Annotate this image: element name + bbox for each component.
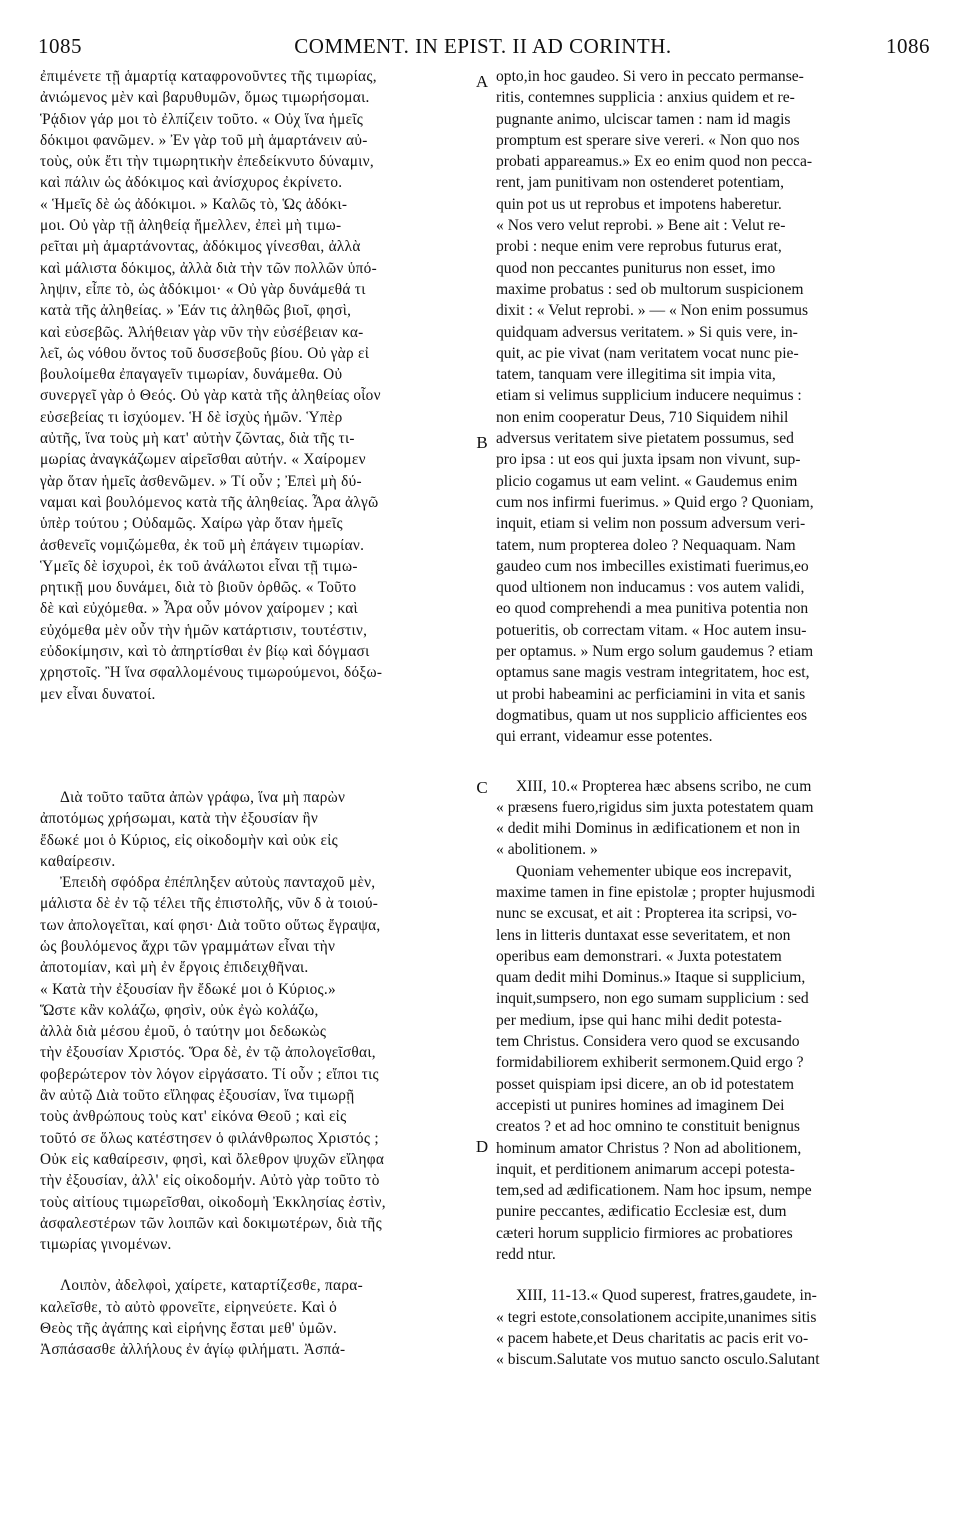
text-line: quam dedit mihi Dominus.» Itaque si supplicium, bbox=[496, 969, 806, 987]
text-line: ἀσφαλεστέρων τῶν λοιπῶν καὶ δοκιμωτέρων, διὰ τῆς bbox=[40, 1214, 382, 1232]
text-line: τοὺς ἀνθρώπους τοὺς κατ' εἰκόνα Θεοῦ ; καὶ εἰς bbox=[40, 1108, 347, 1126]
text-line: qui errant, videamur esse potentes. bbox=[496, 728, 713, 746]
text-line: redd ntur. bbox=[496, 1246, 556, 1264]
text-line: quidquam adversus veritatem. » Si quis vere, in- bbox=[496, 323, 798, 341]
text-line: probi : neque enim vere reprobus futurus erat, bbox=[496, 238, 782, 256]
text-line: εὐχόμεθα μὲν οὖν τὴν ἡμῶν κατάρτισιν, τουτέστιν, bbox=[40, 621, 368, 639]
page-number-left: 1085 bbox=[38, 34, 82, 58]
text-line: ἂν αὐτῷ Διὰ τοῦτο εἴληφας ἐξουσίαν, ἵνα τιμωρῇ bbox=[40, 1087, 355, 1105]
text-line: δὲ καὶ εὐχόμεθα. » Ἆρα οὖν μόνον χαίρομεν ; καὶ bbox=[40, 600, 358, 618]
text-line: ἐπιμένετε τῇ ἁμαρτίᾳ καταφρονοῦντες τῆς τιμωρίας, bbox=[40, 68, 377, 85]
text-line: καὶ πάλιν ὡς ἀδόκιμος καὶ ἀνίσχυρος ἐκρίνετο. bbox=[40, 174, 343, 192]
text-line: optamus sane magis vestram integritatem, hoc est, bbox=[496, 664, 810, 682]
text-line: καθαίρεσιν. bbox=[40, 852, 116, 870]
text-line: gaudeo cum nos imbecilles existimati fuerimus,eo bbox=[496, 557, 809, 575]
text-line: pugnante animo, ulciscar tamen : nam id magis bbox=[496, 110, 791, 128]
text-line: quin pot us ut reprobus et impotens haberetur. bbox=[496, 195, 782, 213]
text-line: inquit,sumpsero, non ego sumam supplicium : sed bbox=[496, 990, 809, 1008]
text-line: « biscum.Salutate vos mutuo sancto osculo.Salutant bbox=[496, 1351, 820, 1369]
text-line: βουλοίμεθα ἐπαγαγεῖν τιμωρίαν, δυνάμεθα. Οὐ bbox=[40, 366, 343, 384]
text-line: tatem, num propterea doleo ? Nequaquam. Nam bbox=[496, 536, 796, 554]
text-line: inquit, etiam si velim non possum adversum veri- bbox=[496, 515, 806, 533]
text-line: Quoniam vehementer ubique eos increpavit, bbox=[516, 862, 792, 880]
text-line: καὶ εὐσεβῶς. Ἀλήθειαν γὰρ νῦν τὴν εὐσέβειαν κα- bbox=[40, 323, 364, 341]
text-line: Οὐκ εἰς καθαίρεσιν, φησὶ, καὶ ὄλεθρον ψυχῶν εἴληφα bbox=[40, 1150, 385, 1168]
text-line: pro ipsa : ut eos qui juxta ipsam non vivunt, sup- bbox=[496, 451, 801, 469]
text-line: lens in litteris duntaxat esse severitatem, et non bbox=[496, 926, 791, 944]
text-line: μωρίας ἀναγκάζωμεν αἱρεῖσθαι αὐτήν. « Χαίρομεν bbox=[40, 451, 366, 469]
text-line: tem Christus. Considera vero quod se excusando bbox=[496, 1033, 800, 1051]
text-line: plicio cogamus ut eam velint. « Gaudemus enim bbox=[496, 472, 798, 490]
text-line: « tegri estote,consolationem accipite,unanimes sitis bbox=[496, 1308, 817, 1326]
text-line: Ῥᾴδιον γάρ μοι τὸ ἐλπίζειν τοῦτο. « Οὐχ ἵνα ἡμεῖς bbox=[40, 110, 364, 128]
text-line: ρητικῇ μου δυνάμει, διὰ τὸ βιοῦν ὀρθῶς. « Τοῦτο bbox=[40, 579, 357, 597]
section-marker-a: A bbox=[475, 72, 489, 91]
text-line: promptum est sperare sive vereri. « Non quo nos bbox=[496, 131, 800, 149]
text-line: formidabiliorem exhiberit sermonem.Quid ergo ? bbox=[496, 1054, 804, 1072]
text-line: ἀποτομίαν, καὶ μὴ ἐν ἔργοις ἐπιδειχθῆναι. bbox=[40, 959, 309, 977]
text-line: ἀλλὰ διὰ μέσου ἐμοῦ, ὁ ταύτην μοι δεδωκὼς bbox=[40, 1023, 327, 1041]
text-line: ἀνιώμενος μὲν καὶ βαρυθυμῶν, ὅμως τιμωρήσομαι. bbox=[40, 89, 370, 107]
text-line: φοβερώτερον τὸν λόγον εἰργάσατο. Τί οὖν ; εἴποι τις bbox=[40, 1065, 379, 1083]
text-line: maxime tamen in fine epistolæ ; propter hujusmodi bbox=[496, 883, 816, 901]
greek-block-2 bbox=[40, 787, 472, 1256]
text-line: cum nos infirmi fuerimus. » Quid ergo ? Quoniam, bbox=[496, 493, 814, 511]
text-line: potueritis, ob correctam vitam. « Hoc autem insu- bbox=[496, 621, 807, 639]
text-line: « pacem habete,et Deus charitatis ac pacis erit vo- bbox=[496, 1329, 809, 1347]
text-line: ἀποτόμως χρήσωμαι, κατὰ τὴν ἐξουσίαν ἣν bbox=[40, 810, 319, 828]
text-line: αὐτῆς, ἵνα τοὺς μὴ κατ' αὐτὴν ζῶντας, διὰ τῆς τι- bbox=[40, 430, 355, 448]
text-line: etiam si velimus supplicium inducere nequimus : bbox=[496, 387, 802, 405]
text-line: posset quispiam ipsi dicere, an ob id potestatem bbox=[496, 1075, 794, 1093]
text-line: non enim cooperatur Deus, 710 Siquidem nihil bbox=[496, 408, 789, 426]
text-line: tatem, tanquam vere illegitima sit impia vita, bbox=[496, 366, 776, 384]
text-line: quit, ac pie vivat (nam veritatem vocat nunc pie- bbox=[496, 344, 799, 362]
text-line: κατὰ τῆς ἀληθείας. » Ἐάν τις ἀληθῶς βιοῖ, φησὶ, bbox=[40, 302, 352, 320]
text-line: adversus veritatem sive pietatem possumus, sed bbox=[496, 430, 794, 448]
text-line: quod non peccantes puniturus non esset, imo bbox=[496, 259, 776, 277]
text-line: maxime probatus : sed ob multorum suspicionem bbox=[496, 280, 804, 298]
text-line: Ἀσπάσασθε ἀλλήλους ἐν ἁγίῳ φιλήματι. Ἀσπά- bbox=[40, 1341, 346, 1359]
text-line: τοὺς αἰτίους τιμωρεῖσθαι, οἰκοδομὴ Ἐκκλησίας ἐστὶν, bbox=[40, 1193, 386, 1211]
text-line: Λοιπὸν, ἀδελφοὶ, χαίρετε, καταρτίζεσθε, παρα- bbox=[60, 1277, 363, 1295]
text-line: χρηστοῖς. Ἢ ἵνα σφαλλομένους τιμωρούμενοι, δόξω- bbox=[40, 664, 383, 682]
page-header bbox=[30, 30, 936, 60]
text-line: « abolitionem. » bbox=[496, 841, 598, 859]
running-title: COMMENT. IN EPIST. II AD CORINTH. bbox=[294, 34, 672, 58]
text-line: εὐσεβείας τι ἰσχύομεν. Ἡ δὲ ἰσχὺς ἡμῶν. Ὑπὲρ bbox=[40, 408, 343, 426]
section-marker-b: B bbox=[476, 433, 488, 452]
text-line: « Nos vero velut reprobi. » Bene ait : Velut re- bbox=[496, 217, 786, 235]
text-line: per optamus. » Num ergo solum gaudemus ? etiam bbox=[496, 643, 814, 661]
greek-block-3 bbox=[40, 1275, 472, 1360]
text-line: ἔδωκέ μοι ὁ Κύριος, εἰς οἰκοδομὴν καὶ οὐκ εἰς bbox=[40, 831, 339, 849]
text-line: ὑπὲρ τούτου ; Οὐδαμῶς. Χαίρω γὰρ ὅταν ἡμεῖς bbox=[40, 515, 343, 533]
text-line: δόκιμοι φανῶμεν. » Ἐν γὰρ τοῦ μὴ ἁμαρτάνειν αὐ- bbox=[40, 131, 368, 149]
latin-block-3 bbox=[496, 1285, 928, 1370]
greek-column bbox=[40, 66, 472, 1361]
section-marker-c: C bbox=[476, 778, 488, 797]
text-line: punire peccantes, ædificatio Ecclesiæ est, dum bbox=[496, 1203, 787, 1221]
text-line: ὡς βουλόμενος ἄχρι τῶν γραμμάτων εἶναι τὴν bbox=[40, 937, 336, 955]
text-line: τὴν ἐξουσίαν, ἀλλ' εἰς οἰκοδομήν. Αὐτὸ γὰρ τοῦτο τὸ bbox=[40, 1172, 380, 1190]
text-line: XIII, 10.« Propterea hæc absens scribo, ne cum bbox=[516, 777, 812, 795]
text-line: per medium, ipse qui hanc mihi dedit potesta- bbox=[496, 1011, 782, 1029]
text-line: nunc se excusat, et ait : Propterea ita scripsi, vo- bbox=[496, 905, 797, 923]
text-line: dogmatibus, quam ut nos supplicio afficientes eos bbox=[496, 706, 808, 724]
text-line: probati appareamus.» Ex eo enim quod non pecca- bbox=[496, 153, 813, 171]
text-line: « Κατὰ τὴν ἐξουσίαν ἣν ἔδωκέ μοι ὁ Κύριος.» bbox=[40, 980, 336, 998]
text-line: quod ultionem non inducamus : vos autem validi, bbox=[496, 579, 805, 597]
text-line: λεῖ, ὡς νόθου ὄντος τοῦ δυσσεβοῦς βίου. Οὐ γὰρ εἰ bbox=[40, 344, 370, 362]
text-line: rent, jam punitivam non ostenderet potentiam, bbox=[496, 174, 784, 192]
text-line: των ἀπολογεῖται, καί φησι· Διὰ τοῦτο οὕτως ἔγραψα, bbox=[40, 916, 381, 934]
text-line: Ἐπειδὴ σφόδρα ἐπέπληξεν αὐτοὺς πανταχοῦ μὲν, bbox=[60, 874, 376, 892]
text-line: XIII, 11-13.« Quod superest, fratres,gaudete, in- bbox=[516, 1287, 817, 1305]
text-line: τιμωρίας γινομένων. bbox=[40, 1236, 172, 1254]
text-line: inquit, et perditionem animarum accepi potesta- bbox=[496, 1160, 795, 1178]
text-line: eo quod comprehendi a mea punitiva potentia non bbox=[496, 600, 809, 618]
text-line: « dedit mihi Dominus in ædificationem et non in bbox=[496, 820, 801, 838]
text-line: Διὰ τοῦτο ταῦτα ἀπὼν γράφω, ἵνα μὴ παρὼν bbox=[60, 788, 346, 806]
text-line: hominum amator Christus ? Non ad abolitionem, bbox=[496, 1139, 802, 1157]
text-line: ληψιν, εἶπε τὸ, ὡς ἀδόκιμοι· « Οὐ γὰρ δυνάμεθά τι bbox=[40, 280, 366, 298]
text-line: μάλιστα δὲ ἐν τῷ τέλει τῆς ἐπιστολῆς, νῦν δ ὰ τοιού- bbox=[40, 895, 379, 913]
greek-block-1 bbox=[40, 66, 472, 705]
text-line: « Ἡμεῖς δὲ ὡς ἀδόκιμοι. » Καλῶς τὸ, Ὡς ἀδόκι- bbox=[40, 195, 348, 213]
text-line: ἀσθενεῖς νομιζώμεθα, ἐκ τοῦ μὴ ἐπάγειν τιμωρίαν. bbox=[40, 536, 365, 554]
latin-column bbox=[496, 66, 928, 1371]
text-line: μοι. Οὐ γὰρ τῇ ἀληθείᾳ ἤμελλεν, ἐπεὶ μὴ τιμω- bbox=[40, 217, 342, 235]
text-line: τοὺς, οὐκ ἔτι τὴν τιμωρητικὴν ἐπεδείκνυτο δύναμιν, bbox=[40, 153, 375, 171]
text-line: καὶ μάλιστα δόκιμος, ἀλλὰ διὰ τὴν τῶν πολλῶν ὑπό- bbox=[40, 259, 378, 277]
text-line: καλεῖσθε, τὸ αὐτὸ φρονεῖτε, εἰρηνεύετε. Καὶ ὁ bbox=[40, 1298, 338, 1316]
text-line: εὐδοκίμησιν, καὶ τὸ ἀπηρτίσθαι ἐν βίῳ καὶ δόγμασι bbox=[40, 643, 370, 661]
text-line: Ὑμεῖς δὲ ἰσχυροὶ, ἐκ τοῦ ἀνάλωτοι εἶναι τῇ τιμω- bbox=[40, 557, 358, 575]
text-line: creatos ? et ad hoc omnino te constituit benignus bbox=[496, 1118, 801, 1136]
text-line: συνεργεῖ γὰρ ὁ Θεός. Οὐ γὰρ κατὰ τῆς ἀληθείας οἷον bbox=[40, 387, 381, 405]
text-line: operibus eam demonstrari. « Juxta potestatem bbox=[496, 947, 782, 965]
page-number-right: 1086 bbox=[886, 34, 930, 58]
text-line: cæteri horum supplicio firmiores ac probatiores bbox=[496, 1224, 793, 1242]
section-marker-d: D bbox=[475, 1137, 489, 1156]
text-line: « præsens fuero,rigidus sim juxta potestatem quam bbox=[496, 798, 814, 816]
text-line: Θεὸς τῆς ἀγάπης καὶ εἰρήνης ἔσται μεθ' ὑμῶν. bbox=[40, 1320, 338, 1338]
text-line: ναμαι καὶ βουλόμενος κατὰ τῆς ἀληθείας. Ἆρα ἀλγῶ bbox=[40, 493, 379, 511]
text-line: ut probi habeamini ac perficiamini in vita et sanis bbox=[496, 685, 806, 703]
text-line: τοῦτό σε ὅλως κατέστησεν ὁ φιλάνθρωπος Χριστός ; bbox=[40, 1129, 379, 1147]
latin-block-2 bbox=[496, 776, 928, 1266]
text-line: μεν εἶναι δυνατοί. bbox=[40, 685, 156, 703]
text-line: ρεῖται μὴ ἁμαρτάνοντας, ἀδόκιμος γίνεσθαι, ἀλλὰ bbox=[40, 238, 361, 256]
text-line: γὰρ ὅταν ἡμεῖς ἀσθενῶμεν. » Τί οὖν ; Ἐπεὶ μὴ δύ- bbox=[40, 472, 362, 490]
text-line: Ὥστε κἂν κολάζω, φησὶν, οὐκ ἐγὼ κολάζω, bbox=[40, 1001, 319, 1019]
text-line: tem,sed ad ædificationem. Nam hoc ipsum, nempe bbox=[496, 1182, 812, 1200]
text-line: ritis, contemnes supplicia : anxius quidem et re- bbox=[496, 89, 795, 107]
text-line: accepisti ut punires homines ad imaginem Dei bbox=[496, 1096, 785, 1114]
text-line: τὴν ἐξουσίαν Χριστός. Ὅρα δὲ, ἐν τῷ ἀπολογεῖσθαι, bbox=[40, 1044, 376, 1062]
latin-block-1 bbox=[496, 66, 928, 748]
text-line: dixit : « Velut reprobi. » — « Non enim possumus bbox=[496, 302, 809, 320]
text-line: opto,in hoc gaudeo. Si vero in peccato permanse- bbox=[496, 68, 804, 85]
